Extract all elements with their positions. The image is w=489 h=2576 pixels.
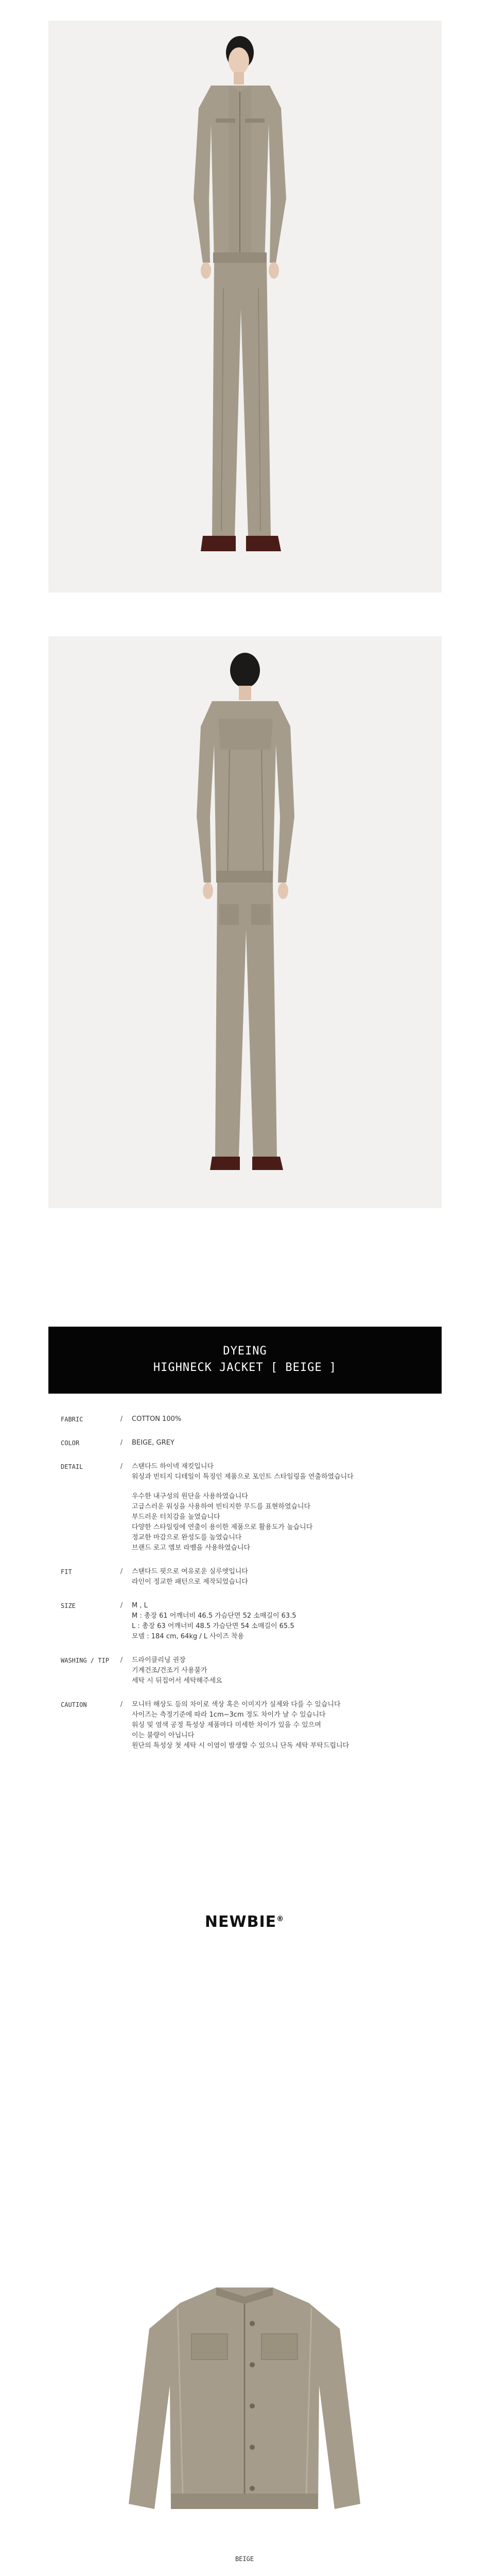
spec-label: WASHING / TIP <box>61 1657 109 1664</box>
spec-value: 세탁 시 뒤집어서 세탁해주세요 <box>132 1677 222 1685</box>
spec-label: FABRIC <box>61 1416 83 1423</box>
jacket-flat-photo <box>0 2267 489 2537</box>
spec-value: 모니터 해상도 등의 차이로 색상 혹은 이미지가 실제와 다를 수 있습니다 <box>132 1701 341 1708</box>
spec-separator: / <box>120 1463 123 1470</box>
spec-value: M , L <box>132 1602 148 1609</box>
spec-separator: / <box>120 1656 123 1664</box>
spec-color <box>61 1438 431 1448</box>
product-title-banner <box>48 1327 442 1394</box>
spec-separator: / <box>120 1568 123 1575</box>
spec-value: 드라이클리닝 권장 <box>132 1656 186 1664</box>
spec-separator: / <box>120 1701 123 1708</box>
spec-label: CAUTION <box>61 1701 87 1708</box>
product-title-line2: HIGHNECK JACKET [ BEIGE ] <box>153 1361 337 1374</box>
spec-value: 우수한 내구성의 원단을 사용하였습니다 <box>132 1493 248 1500</box>
spec-value: COTTON 100% <box>132 1415 182 1423</box>
spec-value: 이는 불량이 아닙니다 <box>132 1732 195 1739</box>
spec-value: 부드러운 터치감을 높였습니다 <box>132 1513 220 1521</box>
spec-value: 사이즈는 측정기준에 따라 1cm~3cm 정도 차이가 날 수 있습니다 <box>132 1711 326 1719</box>
spec-value: 원단의 특성상 첫 세탁 시 이염이 발생할 수 있으니 단독 세탁 부탁드립니다 <box>132 1742 350 1750</box>
spec-label: COLOR <box>61 1439 80 1447</box>
spec-value: 고급스러운 워싱을 사용하여 빈티지한 무드를 표현하였습니다 <box>132 1503 311 1511</box>
spec-value: 기계건조/건조기 사용불가 <box>132 1667 207 1674</box>
spec-value: L : 총장 63 어깨너비 48.5 가슴단면 54 소매길이 65.5 <box>132 1622 294 1630</box>
brand-logo <box>0 1913 489 1931</box>
spec-value: 스탠다드 핏으로 여유로운 실루엣입니다 <box>132 1568 248 1575</box>
spec-label: DETAIL <box>61 1463 83 1470</box>
spec-value: 워싱 및 염색 공정 특성상 제품마다 미세한 차이가 있을 수 있으며 <box>132 1721 321 1729</box>
model-figure-front <box>48 21 442 592</box>
spec-value: 모델 : 184 cm, 64kg / L 사이즈 착용 <box>132 1633 244 1640</box>
spec-value: 브랜드 로고 엠보 라벨을 사용하였습니다 <box>132 1544 251 1552</box>
spec-value: 다양한 스타일링에 연출이 용이한 제품으로 활용도가 높습니다 <box>132 1523 313 1531</box>
spec-detail <box>61 1462 431 1553</box>
spec-fit <box>61 1567 431 1587</box>
spec-separator: / <box>120 1415 123 1423</box>
spec-fabric <box>61 1414 431 1425</box>
color-caption: BEIGE <box>235 2555 254 2563</box>
spec-value: 정교한 마감으로 완성도를 높였습니다 <box>132 1534 242 1541</box>
spec-value: M : 총장 61 어깨너비 46.5 가슴단면 52 소매길이 63.5 <box>132 1612 296 1620</box>
spec-value: 라인이 정교한 패턴으로 제작되었습니다 <box>132 1578 248 1586</box>
product-title-line1: DYEING <box>223 1345 267 1358</box>
model-photo-front <box>48 21 442 592</box>
jacket-flat-illustration <box>0 2267 489 2535</box>
spec-label: SIZE <box>61 1602 76 1609</box>
spec-separator: / <box>120 1602 123 1609</box>
spec-caution <box>61 1700 431 1751</box>
model-photo-back <box>48 636 442 1208</box>
spec-value: 워싱과 빈티지 디테일이 특징인 제품으로 포인트 스타일링을 연출하였습니다 <box>132 1473 354 1481</box>
brand-logo-text: NEWBIE <box>204 1913 277 1931</box>
spec-label: FIT <box>61 1568 72 1575</box>
spec-separator: / <box>120 1439 123 1447</box>
registered-mark: ® <box>276 1915 285 1923</box>
spec-size <box>61 1601 431 1642</box>
product-specs <box>61 1414 431 1765</box>
spec-value: 스탠다드 하이넥 재킷입니다 <box>132 1463 214 1470</box>
model-figure-back <box>48 636 442 1208</box>
spec-washing <box>61 1655 431 1686</box>
spec-value: BEIGE, GREY <box>132 1439 174 1447</box>
